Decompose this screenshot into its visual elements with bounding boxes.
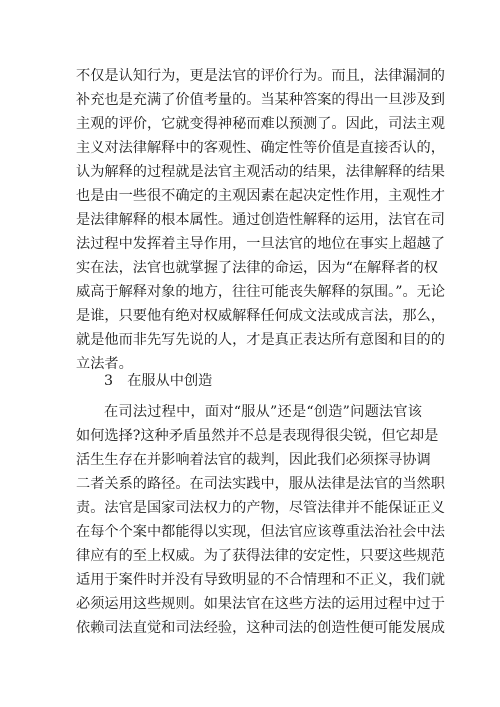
paragraph-line: 主义对法律解释中的客观性、确定性等价值是直接否认的，	[76, 140, 445, 156]
paragraph-line: 适用于案件时并没有导致明显的不合情理和不正义，我们就	[76, 572, 445, 588]
paragraph-line: 是谁，只要他有绝对权威解释任何成文法或成言法，那么，	[76, 308, 445, 324]
paragraph-line: 认为解释的过程就是法官主观活动的结果，法律解释的结果	[76, 164, 445, 180]
paragraph-1	[76, 64, 446, 376]
paragraph-line: 依赖司法直觉和司法经验，这种司法的创造性便可能发展成	[76, 620, 445, 636]
paragraph-line: 不仅是认知行为，更是法官的评价行为。而且，法律漏洞的	[76, 68, 445, 84]
paragraph-line: 实在法，法官也就掌握了法律的命运，因为“在解释者的权	[76, 260, 438, 276]
paragraph-line: 是法律解释的根本属性。通过创造性解释的运用，法官在司	[76, 212, 445, 228]
paragraph-line: 立法者。	[76, 356, 133, 372]
paragraph-line: 律应有的至上权威。为了获得法律的安定性，只要这些规范	[76, 548, 445, 564]
paragraph-line: 活生生存在并影响着法官的裁判，因此我们必须探寻协调	[76, 452, 431, 468]
section-heading: 3 在服从中创造	[104, 373, 213, 389]
paragraph-line: 也是由一些很不确定的主观因素在起决定性作用，主观性才	[76, 188, 445, 204]
paragraph-line: 威高于解释对象的地方，往往可能丧失解释的氛围。”。无论	[76, 284, 446, 300]
paragraph-line: 在每个个案中都能得以实现，但法官应该尊重法治社会中法	[76, 524, 445, 540]
paragraph-line: 主观的评价，它就变得神秘而难以预测了。因此，司法主观	[76, 116, 445, 132]
paragraph-2	[76, 400, 445, 640]
paragraph-line: 必须运用这些规则。如果法官在这些方法的运用过程中过于	[76, 596, 445, 612]
paragraph-line: 就是他而非先写先说的人，才是真正表达所有意图和目的的	[76, 332, 445, 348]
paragraph-line: 补充也是充满了价值考量的。当某种答案的得出一旦涉及到	[76, 92, 445, 108]
paragraph-line: 如何选择?这种矛盾虽然并不总是表现得很尖锐，但它却是	[76, 428, 439, 444]
paragraph-line: 在司法过程中，面对“服从”还是“创造”问题法官该	[104, 404, 422, 420]
paragraph-line: 法过程中发挥着主导作用，一旦法官的地位在事实上超越了	[76, 236, 445, 252]
paragraph-line: 责。法官是国家司法权力的产物，尽管法律并不能保证正义	[76, 500, 445, 516]
paragraph-line: 二者关系的路径。在司法实践中，服从法律是法官的当然职	[76, 476, 445, 492]
